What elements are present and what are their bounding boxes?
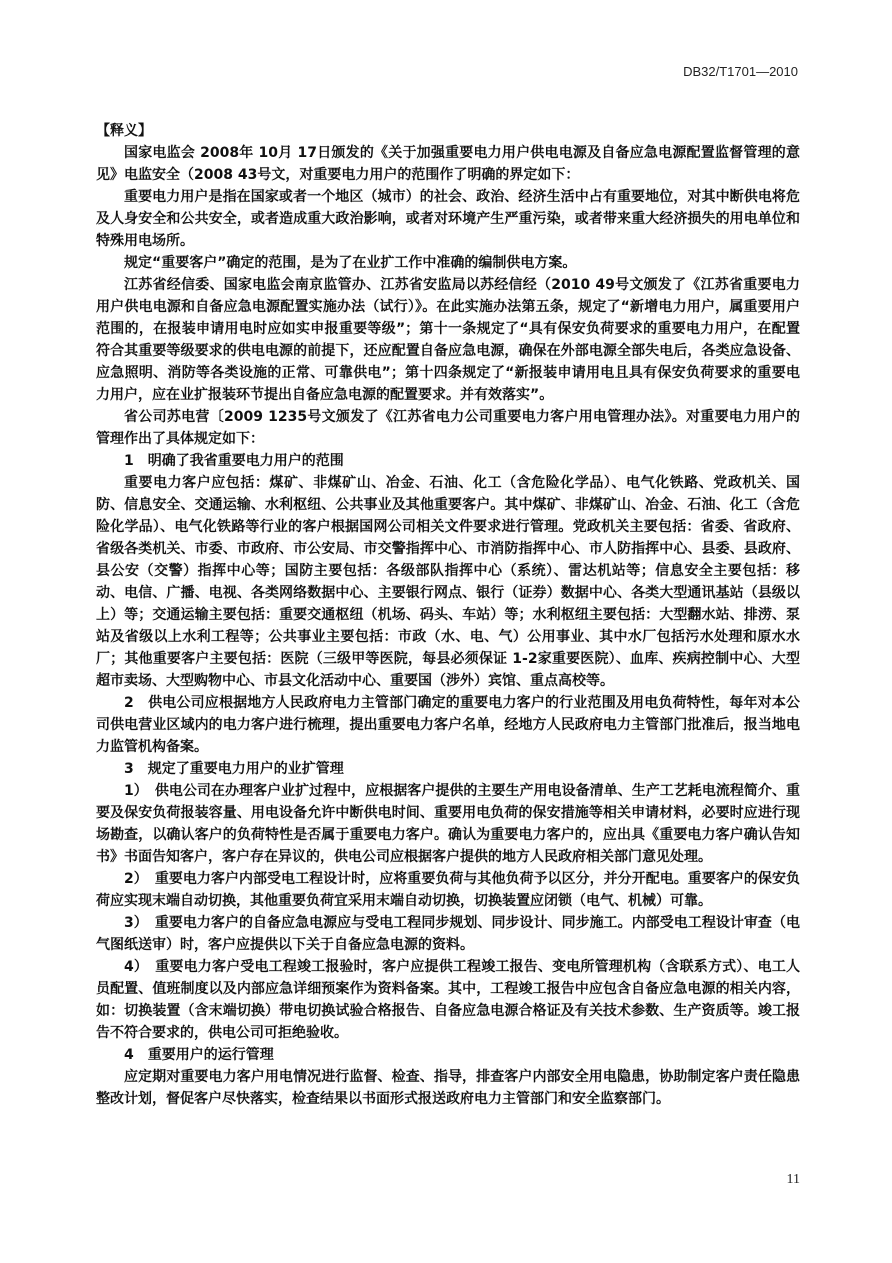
paragraph: 规定“重要客户”确定的范围，是为了在业扩工作中准确的编制供电方案。 xyxy=(124,255,577,271)
paragraph: 重要电力客户应包括：煤矿、非煤矿山、冶金、石油、化工（含危险化学品）、电气化铁路、党政机关、国防、信息安全、交通运输、水利枢纽、公共事业及其他重要客户。其中煤矿、非煤矿山、冶金、石油、化工（含危险化学品）、电气化铁路等行业的客户根据国网公司相关文件要求进行管理。党政机关主要包括：省委、省政府、省级各类机关、市委、市政府、市公安局、市交警指挥中心、市消防指挥中心、市人防指挥中心、县委、县政府、县公安（交警）指挥中心等；国防主要包括：各级部队指挥中心（系统）、雷达机站等；信息安全主要包括：移动、电信、广播、电视、各类网络数据中心、主要银行网点、银行（证券）数据中心、各类大型通讯基站（县级以上）等；交通运输主要包括：重要交通枢纽（机场、码头、车站）等；水利枢纽主要包括：大型翻水站、排涝、泵站及省级以上水利工程等；公共事业主要包括：市政（水、电、气）公用事业、其中水厂包括污水处理和原水水厂；其他重要客户主要包括：医院（三级甲等医院，每县必须保证 1-2家重要医院）、血库、疾病控制中心、大型超市卖场、大型购物中心、市县文化活动中心、重要国（涉外）宾馆、重点高校等。 xyxy=(96,475,800,689)
subsection-heading: 1 明确了我省重要电力用户的范围 xyxy=(124,453,344,469)
paragraph: 国家电监会 2008年 10月 17日颁发的《关于加强重要电力用户供电电源及自备应急电源配置监督管理的意见》电监安全（2008 43号文，对重要电力用户的范围作了明确的界定如下： xyxy=(96,145,800,183)
subsection-heading: 4 重要用户的运行管理 xyxy=(124,1047,274,1063)
paragraph: 江苏省经信委、国家电监会南京监管办、江苏省安监局以苏经信经（2010 49号文颁发了《江苏省重要电力用户供电电源和自备应急电源配置实施办法（试行）》。在此实施办法第五条，规定了“新增电力用户，属重要用户范围的，在报装申请用电时应如实申报重要等级”；第十一条规定了“具有保安负荷要求的重要电力用户，在配置符合其重要等级要求的供电电源的前提下，还应配置自备应急电源，确保在外部电源全部失电后，各类应急设备、应急照明、消防等各类设施的正常、可靠供电”；第十四条规定了“新报装申请用电且具有保安负荷要求的重要电力用户，应在业扩报装环节提出自备应急电源的配置要求。并有效落实”。 xyxy=(96,277,800,403)
list-item: 3） 重要电力客户的自备应急电源应与受电工程同步规划、同步设计、同步施工。内部受电工程设计审查（电气图纸送审）时，客户应提供以下关于自备应急电源的资料。 xyxy=(96,915,800,953)
standard-code: DB32/T1701—2010 xyxy=(683,64,798,79)
paragraph: 应定期对重要电力客户用电情况进行监督、检查、指导，排查客户内部安全用电隐患，协助制定客户责任隐患整改计划，督促客户尽快落实，检查结果以书面形式报送政府电力主管部门和安全监察部门。 xyxy=(96,1069,800,1107)
list-item: 2） 重要电力客户内部受电工程设计时，应将重要负荷与其他负荷予以区分，并分开配电。重要客户的保安负荷应实现末端自动切换，其他重要负荷宜采用末端自动切换，切换装置应闭锁（电气、机械）可靠。 xyxy=(96,871,800,909)
subsection-heading: 3 规定了重要电力用户的业扩管理 xyxy=(124,761,344,777)
list-item: 4） 重要电力客户受电工程竣工报验时，客户应提供工程竣工报告、变电所管理机构（含联系方式）、电工人员配置、值班制度以及内部应急详细预案作为资料备案。其中，工程竣工报告中应包含自备应急电源的相关内容，如：切换装置（含末端切换）带电切换试验合格报告、自备应急电源合格证及有关技术参数、生产资质等。竣工报告不符合要求的，供电公司可拒绝验收。 xyxy=(96,959,800,1041)
section-title: 【释义】 xyxy=(96,123,152,139)
list-item: 1） 供电公司在办理客户业扩过程中，应根据客户提供的主要生产用电设备清单、生产工艺耗电流程简介、重要及保安负荷报装容量、用电设备允许中断供电时间、重要用电负荷的保安措施等相关申请材料，必要时应进行现场勘查，以确认客户的负荷特性是否属于重要电力客户。确认为重要电力客户的，应出具《重要电力客户确认告知书》书面告知客户，客户存在异议的，供电公司应根据客户提供的地方人民政府相关部门意见处理。 xyxy=(96,783,800,865)
page-number: 11 xyxy=(786,1172,800,1187)
paragraph: 重要电力用户是指在国家或者一个地区（城市）的社会、政治、经济生活中占有重要地位，对其中断供电将危及人身安全和公共安全，或者造成重大政治影响，或者对环境产生严重污染，或者带来重大经济损失的用电单位和特殊用电场所。 xyxy=(96,189,800,249)
paragraph: 省公司苏电营〔2009 1235号文颁发了《江苏省电力公司重要电力客户用电管理办法》。对重要电力用户的管理作出了具体规定如下： xyxy=(96,409,800,447)
page-content xyxy=(96,120,800,1110)
paragraph: 2 供电公司应根据地方人民政府电力主管部门确定的重要电力客户的行业范围及用电负荷特性，每年对本公司供电营业区域内的电力客户进行梳理，提出重要电力客户名单，经地方人民政府电力主管部门批准后，报当地电力监管机构备案。 xyxy=(96,695,800,755)
